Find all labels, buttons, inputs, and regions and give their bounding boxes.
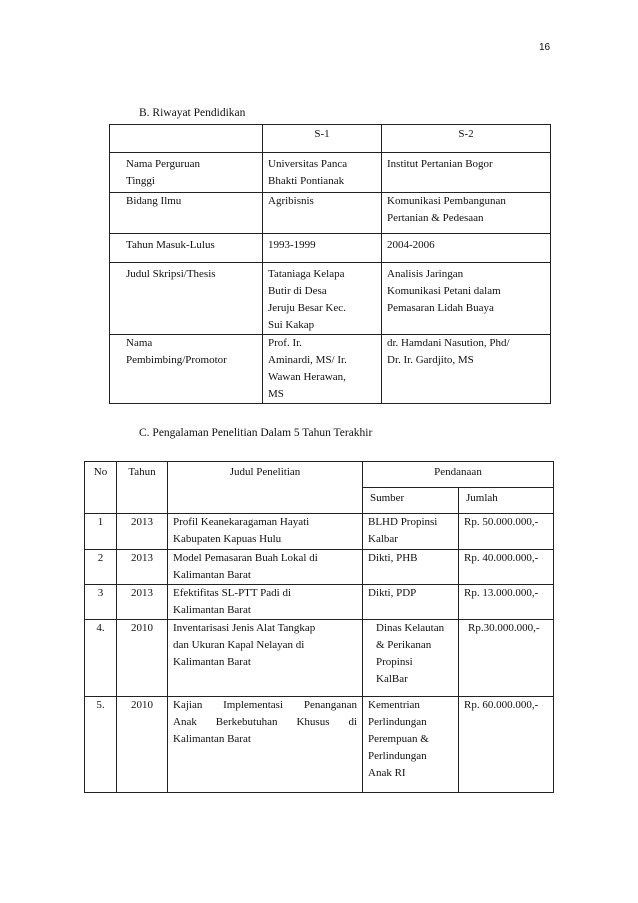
s1-line: Prof. Ir. <box>268 337 302 349</box>
education-s2-cell <box>382 335 551 404</box>
sumber-line: BLHD Propinsi <box>368 516 438 528</box>
row-jumlah: Rp. 50.000.000,- <box>459 514 554 550</box>
s1-line: 1993-1999 <box>268 239 316 251</box>
header-judul: Judul Penelitian <box>168 462 363 514</box>
row-sumber <box>363 585 459 620</box>
sumber-line: Perlindungan <box>368 716 427 728</box>
sumber-line: Perlindungan <box>368 750 427 762</box>
education-header-row <box>110 125 551 153</box>
header-no: No <box>85 462 117 514</box>
row-jumlah: Rp.30.000.000,- <box>459 620 554 697</box>
table-row <box>85 550 554 585</box>
label-line: Nama Perguruan <box>126 158 201 170</box>
s2-line: 2004-2006 <box>387 239 435 251</box>
label-line: Pembimbing/Promotor <box>126 354 227 366</box>
s1-line: Tataniaga Kelapa <box>268 268 345 280</box>
judul-line: Efektifitas SL-PTT Padi di <box>173 587 292 599</box>
education-table <box>109 124 551 404</box>
education-s1-cell <box>263 335 382 404</box>
education-label <box>110 153 263 193</box>
table-row <box>85 697 554 793</box>
education-s2-cell <box>382 193 551 234</box>
row-jumlah: Rp. 60.000.000,- <box>459 697 554 793</box>
row-no: 2 <box>85 550 117 585</box>
education-row <box>110 234 551 263</box>
sumber-line: Perempuan & <box>368 733 429 745</box>
row-jumlah: Rp. 13.000.000,- <box>459 585 554 620</box>
row-no: 4. <box>85 620 117 697</box>
s2-line: Komunikasi Petani dalam <box>387 285 501 297</box>
education-s2-cell <box>382 263 551 335</box>
s1-line: Butir di Desa <box>268 285 327 297</box>
s1-line: Bhakti Pontianak <box>268 175 345 187</box>
judul-line: Kalimantan Barat <box>173 733 251 745</box>
row-sumber <box>363 550 459 585</box>
row-tahun: 2010 <box>117 697 168 793</box>
judul-line: Kajian Implementasi Penanganan <box>173 699 357 711</box>
education-s2-cell <box>382 153 551 193</box>
education-label <box>110 234 263 263</box>
sumber-line: Kalbar <box>368 533 398 545</box>
label-line: Tahun Masuk-Lulus <box>126 239 215 251</box>
s1-line: Jeruju Besar Kec. <box>268 302 346 314</box>
s1-line: Wawan Herawan, <box>268 371 346 383</box>
s2-line: Dr. Ir. Gardjito, MS <box>387 354 474 366</box>
row-no: 3 <box>85 585 117 620</box>
sumber-line: Anak RI <box>368 767 406 779</box>
row-tahun: 2010 <box>117 620 168 697</box>
education-label <box>110 263 263 335</box>
s1-line: MS <box>268 388 284 400</box>
section-c-heading: C. Pengalaman Penelitian Dalam 5 Tahun Terakhir <box>139 427 373 439</box>
label-line: Tinggi <box>126 175 155 187</box>
education-s1-cell <box>263 263 382 335</box>
s1-line: Sui Kakap <box>268 319 315 331</box>
education-header-blank <box>110 125 263 153</box>
judul-line: Profil Keanekaragaman Hayati <box>173 516 310 528</box>
judul-line: Anak Berkebutuhan Khusus di <box>173 716 357 728</box>
research-table <box>84 461 554 793</box>
label-line: Judul Skripsi/Thesis <box>126 268 216 280</box>
education-label <box>110 193 263 234</box>
section-b-heading: B. Riwayat Pendidikan <box>139 107 246 119</box>
judul-line: Model Pemasaran Buah Lokal di <box>173 552 318 564</box>
s2-line: Pemasaran Lidah Buaya <box>387 302 494 314</box>
sumber-line: & Perikanan <box>376 639 432 651</box>
row-judul <box>168 697 363 793</box>
education-s1-cell <box>263 153 382 193</box>
header-pendanaan: Pendanaan <box>363 462 554 488</box>
row-no: 5. <box>85 697 117 793</box>
education-header-s2: S-2 <box>382 125 551 153</box>
s2-line: dr. Hamdani Nasution, Phd/ <box>387 337 510 349</box>
row-sumber <box>363 697 459 793</box>
education-row <box>110 263 551 335</box>
sumber-line: KalBar <box>376 673 408 685</box>
table-row <box>85 620 554 697</box>
label-line: Bidang Ilmu <box>126 195 182 207</box>
row-sumber <box>363 514 459 550</box>
row-no: 1 <box>85 514 117 550</box>
sumber-line: Dinas Kelautan <box>376 622 445 634</box>
sumber-line: Kementrian <box>368 699 420 711</box>
header-jumlah: Jumlah <box>459 488 554 514</box>
education-s2-cell <box>382 234 551 263</box>
education-s1-cell <box>263 193 382 234</box>
row-jumlah: Rp. 40.000.000,- <box>459 550 554 585</box>
education-row <box>110 335 551 404</box>
s2-line: Pertanian & Pedesaan <box>387 212 484 224</box>
row-tahun: 2013 <box>117 550 168 585</box>
table-row <box>85 585 554 620</box>
judul-line: Kabupaten Kapuas Hulu <box>173 533 282 545</box>
judul-line: Inventarisasi Jenis Alat Tangkap <box>173 622 316 634</box>
education-row <box>110 153 551 193</box>
table-row <box>85 514 554 550</box>
sumber-line: Dikti, PHB <box>368 552 418 564</box>
row-judul <box>168 620 363 697</box>
s2-line: Analisis Jaringan <box>387 268 464 280</box>
label-line: Nama <box>126 337 153 349</box>
research-header-row <box>85 462 554 488</box>
row-sumber <box>363 620 459 697</box>
education-s1-cell <box>263 234 382 263</box>
judul-line: Kalimantan Barat <box>173 569 251 581</box>
row-tahun: 2013 <box>117 585 168 620</box>
judul-line: Kalimantan Barat <box>173 656 251 668</box>
judul-line: Kalimantan Barat <box>173 604 251 616</box>
header-sumber: Sumber <box>363 488 459 514</box>
s1-line: Universitas Panca <box>268 158 348 170</box>
s2-line: Komunikasi Pembangunan <box>387 195 506 207</box>
sumber-line: Propinsi <box>376 656 413 668</box>
row-judul <box>168 514 363 550</box>
judul-line: dan Ukuran Kapal Nelayan di <box>173 639 305 651</box>
header-tahun: Tahun <box>117 462 168 514</box>
education-header-s1: S-1 <box>263 125 382 153</box>
row-judul <box>168 550 363 585</box>
s1-line: Agribisnis <box>268 195 314 207</box>
row-tahun: 2013 <box>117 514 168 550</box>
sumber-line: Dikti, PDP <box>368 587 417 599</box>
s1-line: Aminardi, MS/ Ir. <box>268 354 347 366</box>
education-row <box>110 193 551 234</box>
page-number: 16 <box>539 42 551 53</box>
education-label <box>110 335 263 404</box>
s2-line: Institut Pertanian Bogor <box>387 158 493 170</box>
row-judul <box>168 585 363 620</box>
